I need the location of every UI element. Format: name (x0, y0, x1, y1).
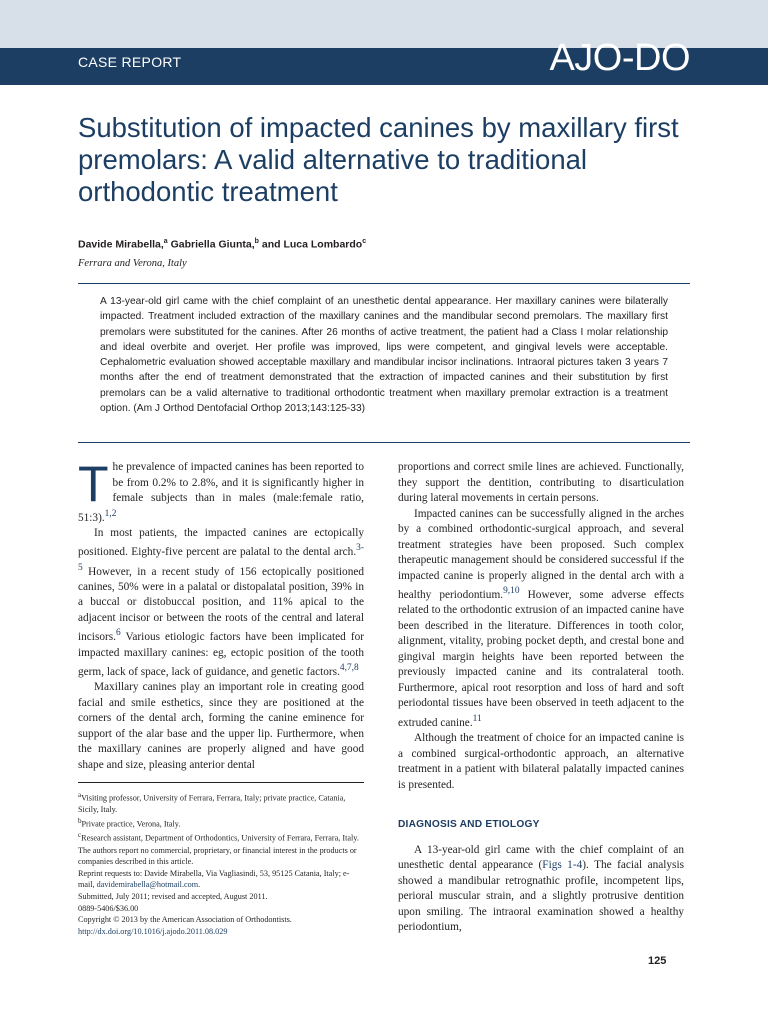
footnote-issn: 0889-5406/$36.00 (78, 903, 139, 913)
email-link[interactable]: davidemirabella@hotmail.com (96, 880, 199, 890)
footnote-text: Reprint requests to: Davide Mirabella, Via Vagliasindi, 53, 95125 Catania, Italy; e-mail, (78, 868, 350, 890)
paragraph-text: ). The facial analysis showed a mandibular retrognathic profile, incompetent lips, perioral muscular strain, and a slightly protrusive dentition upon smiling. The intraoral examination showed a healthy periodontium, (398, 859, 684, 934)
affiliation-marker: c (78, 831, 82, 840)
paragraph-text: However, some adverse effects related to the orthodontic extrusion of an impacted canine have been described in the literature. Differences in tooth color, alignment, vitality, probing pocket depth, and crestal bone and gingival margin heights have been reported between the previously impacted canine and its contralateral tooth. Furthermore, apical root resorption and loss of hard and soft periodontal tissues have been observed in teeth adjacent to the extruded canine. (398, 588, 684, 729)
footnote-text: Research assistant, Department of Orthodontics, University of Ferrara, Ferrara, Italy. (81, 833, 359, 843)
body-column-left (78, 456, 364, 773)
footnote-affiliation-a (78, 790, 364, 816)
drop-cap: T (78, 456, 109, 512)
footnote-dates: Submitted, July 2011; revised and accepted, August 2011. (78, 891, 268, 901)
footnote-reprint (78, 868, 364, 891)
body-paragraph: proportions and correct smile lines are achieved. Functionally, they support the dentition, contributing to disarticulation during lateral movements in certain persons. (398, 461, 684, 504)
section-label: CASE REPORT (78, 54, 182, 70)
affiliation-marker: a (163, 238, 168, 245)
footnote-disclosure: The authors report no commercial, proprietary, or financial interest in the products or companies described in this article. (78, 845, 357, 867)
body-paragraph (78, 526, 364, 681)
author-name: Gabriella Giunta, (167, 238, 255, 251)
author-list (78, 238, 366, 251)
paragraph-text: Impacted canines can be successfully aligned in the arches by a combined orthodontic-surgical approach, and several treatment strategies have been proposed. Such complex therapeutic management should be considered successful if the impacted canine is properly aligned in the dental arch with a healthy periodontium. (398, 507, 684, 601)
paragraph-text: he prevalence of impacted canines has been reported to be from 0.2% to 2.8%, and it is significantly higher in female subjects than in males (male:female ratio, 51:3). (78, 461, 364, 524)
author-location: Ferrara and Verona, Italy (78, 258, 187, 269)
paragraph-text: In most patients, the impacted canines are ectopically positioned. Eighty-five percent are palatal to the dental arch. (78, 526, 364, 559)
footnotes (78, 790, 364, 937)
journal-logo: AJO-DO (549, 37, 690, 79)
footnote-text: Private practice, Verona, Italy. (81, 819, 181, 829)
body-paragraph (398, 843, 684, 936)
affiliation-marker: b (78, 816, 82, 825)
footnote-affiliation-c (78, 830, 364, 844)
page-number: 125 (648, 955, 667, 967)
body-paragraph: Maxillary canines play an important role in creating good facial and smile esthetics, since they are positioned at the corners of the dental arch, forming the canine eminence for support of the alar base and the upper lip. Furthermore, when the maxillary canines are properly aligned and have good shape and size, pleasing anterior dental (78, 681, 364, 771)
author-name: and Luca Lombardo (258, 238, 363, 251)
footnote-text: . (198, 880, 201, 890)
affiliation-marker: c (362, 238, 367, 245)
body-paragraph: Although the treatment of choice for an impacted canine is a combined surgical-orthodontic approach, an alternative treatment in a patient with bilateral palatally impacted canines is presented. (398, 732, 684, 791)
paragraph-text: Various etiologic factors have been implicated for impacted maxillary canines: eg, ectopic position of the tooth germ, lack of space, lack of guidance, and genetic factors. (78, 631, 364, 678)
paragraph-text: A 13-year-old girl came with the chief complaint of an unesthetic dental appearance ( (398, 843, 684, 872)
figure-link[interactable]: Figs 1-4 (542, 859, 583, 872)
footnote-affiliation-b (78, 816, 364, 830)
section-heading: DIAGNOSIS AND ETIOLOGY (398, 819, 540, 831)
affiliation-marker: b (254, 238, 259, 245)
paragraph-text: However, in a recent study of 156 ectopically positioned canines, 50% were in a palatal or distopalatal position, 39% in a buccal or distobuccal position, and 11% apical to the adjacent incisor or between the roots of the central and lateral incisors. (78, 565, 364, 644)
body-paragraph (398, 507, 684, 732)
footnote-divider (78, 782, 364, 783)
article-title: Substitution of impacted canines by maxillary first premolars: A valid alternative to traditional orthodontic treatment (78, 112, 679, 207)
body-column-right (398, 460, 684, 936)
citation-link[interactable]: 9,10 (503, 586, 520, 596)
body-paragraph (78, 456, 364, 526)
author-name: Davide Mirabella, (78, 238, 164, 251)
doi-link[interactable]: http://dx.doi.org/10.1016/j.ajodo.2011.08.029 (78, 926, 228, 936)
citation-link[interactable]: 4,7,8 (339, 663, 359, 674)
citation-link[interactable]: 11 (472, 713, 482, 724)
footnote-text: Visiting professor, University of Ferrara, Ferrara, Italy; private practice, Catania, Sicily, Italy. (78, 793, 346, 815)
citation-link[interactable]: 3-5 (78, 543, 364, 573)
citation-link[interactable]: 6 (115, 628, 121, 639)
affiliation-marker: a (78, 791, 82, 799)
footnote-copyright: Copyright © 2013 by the American Association of Orthodontists. (78, 915, 292, 925)
citation-link[interactable]: 1,2 (104, 508, 117, 519)
abstract-text: A 13-year-old girl came with the chief complaint of an unesthetic dental appearance. Her maxillary canines were bilaterally impacted. Treatment included extraction of the maxillary canines and the mandibular second premolars. The maxillary first premolars were substituted for the canines. After 26 months of active treatment, the patient had a Class I molar relationship and ideal overbite and overjet. Her profile was improved, lips were competent, and gingival levels were acceptable. Cephalometric evaluation showed acceptable maxillary and mandibular incisor inclinations. Intraoral pictures taken 3 years 7 months after the end of treatment demonstrated that the extraction of impacted canines and their substitution by first premolars can be a valid alternative to traditional orthodontic treatment when maxillary premolar extraction is a treatment option. (Am J Orthod Dentofacial Orthop 2013;143:125-33) (100, 296, 668, 415)
footnote-doi (78, 926, 364, 938)
